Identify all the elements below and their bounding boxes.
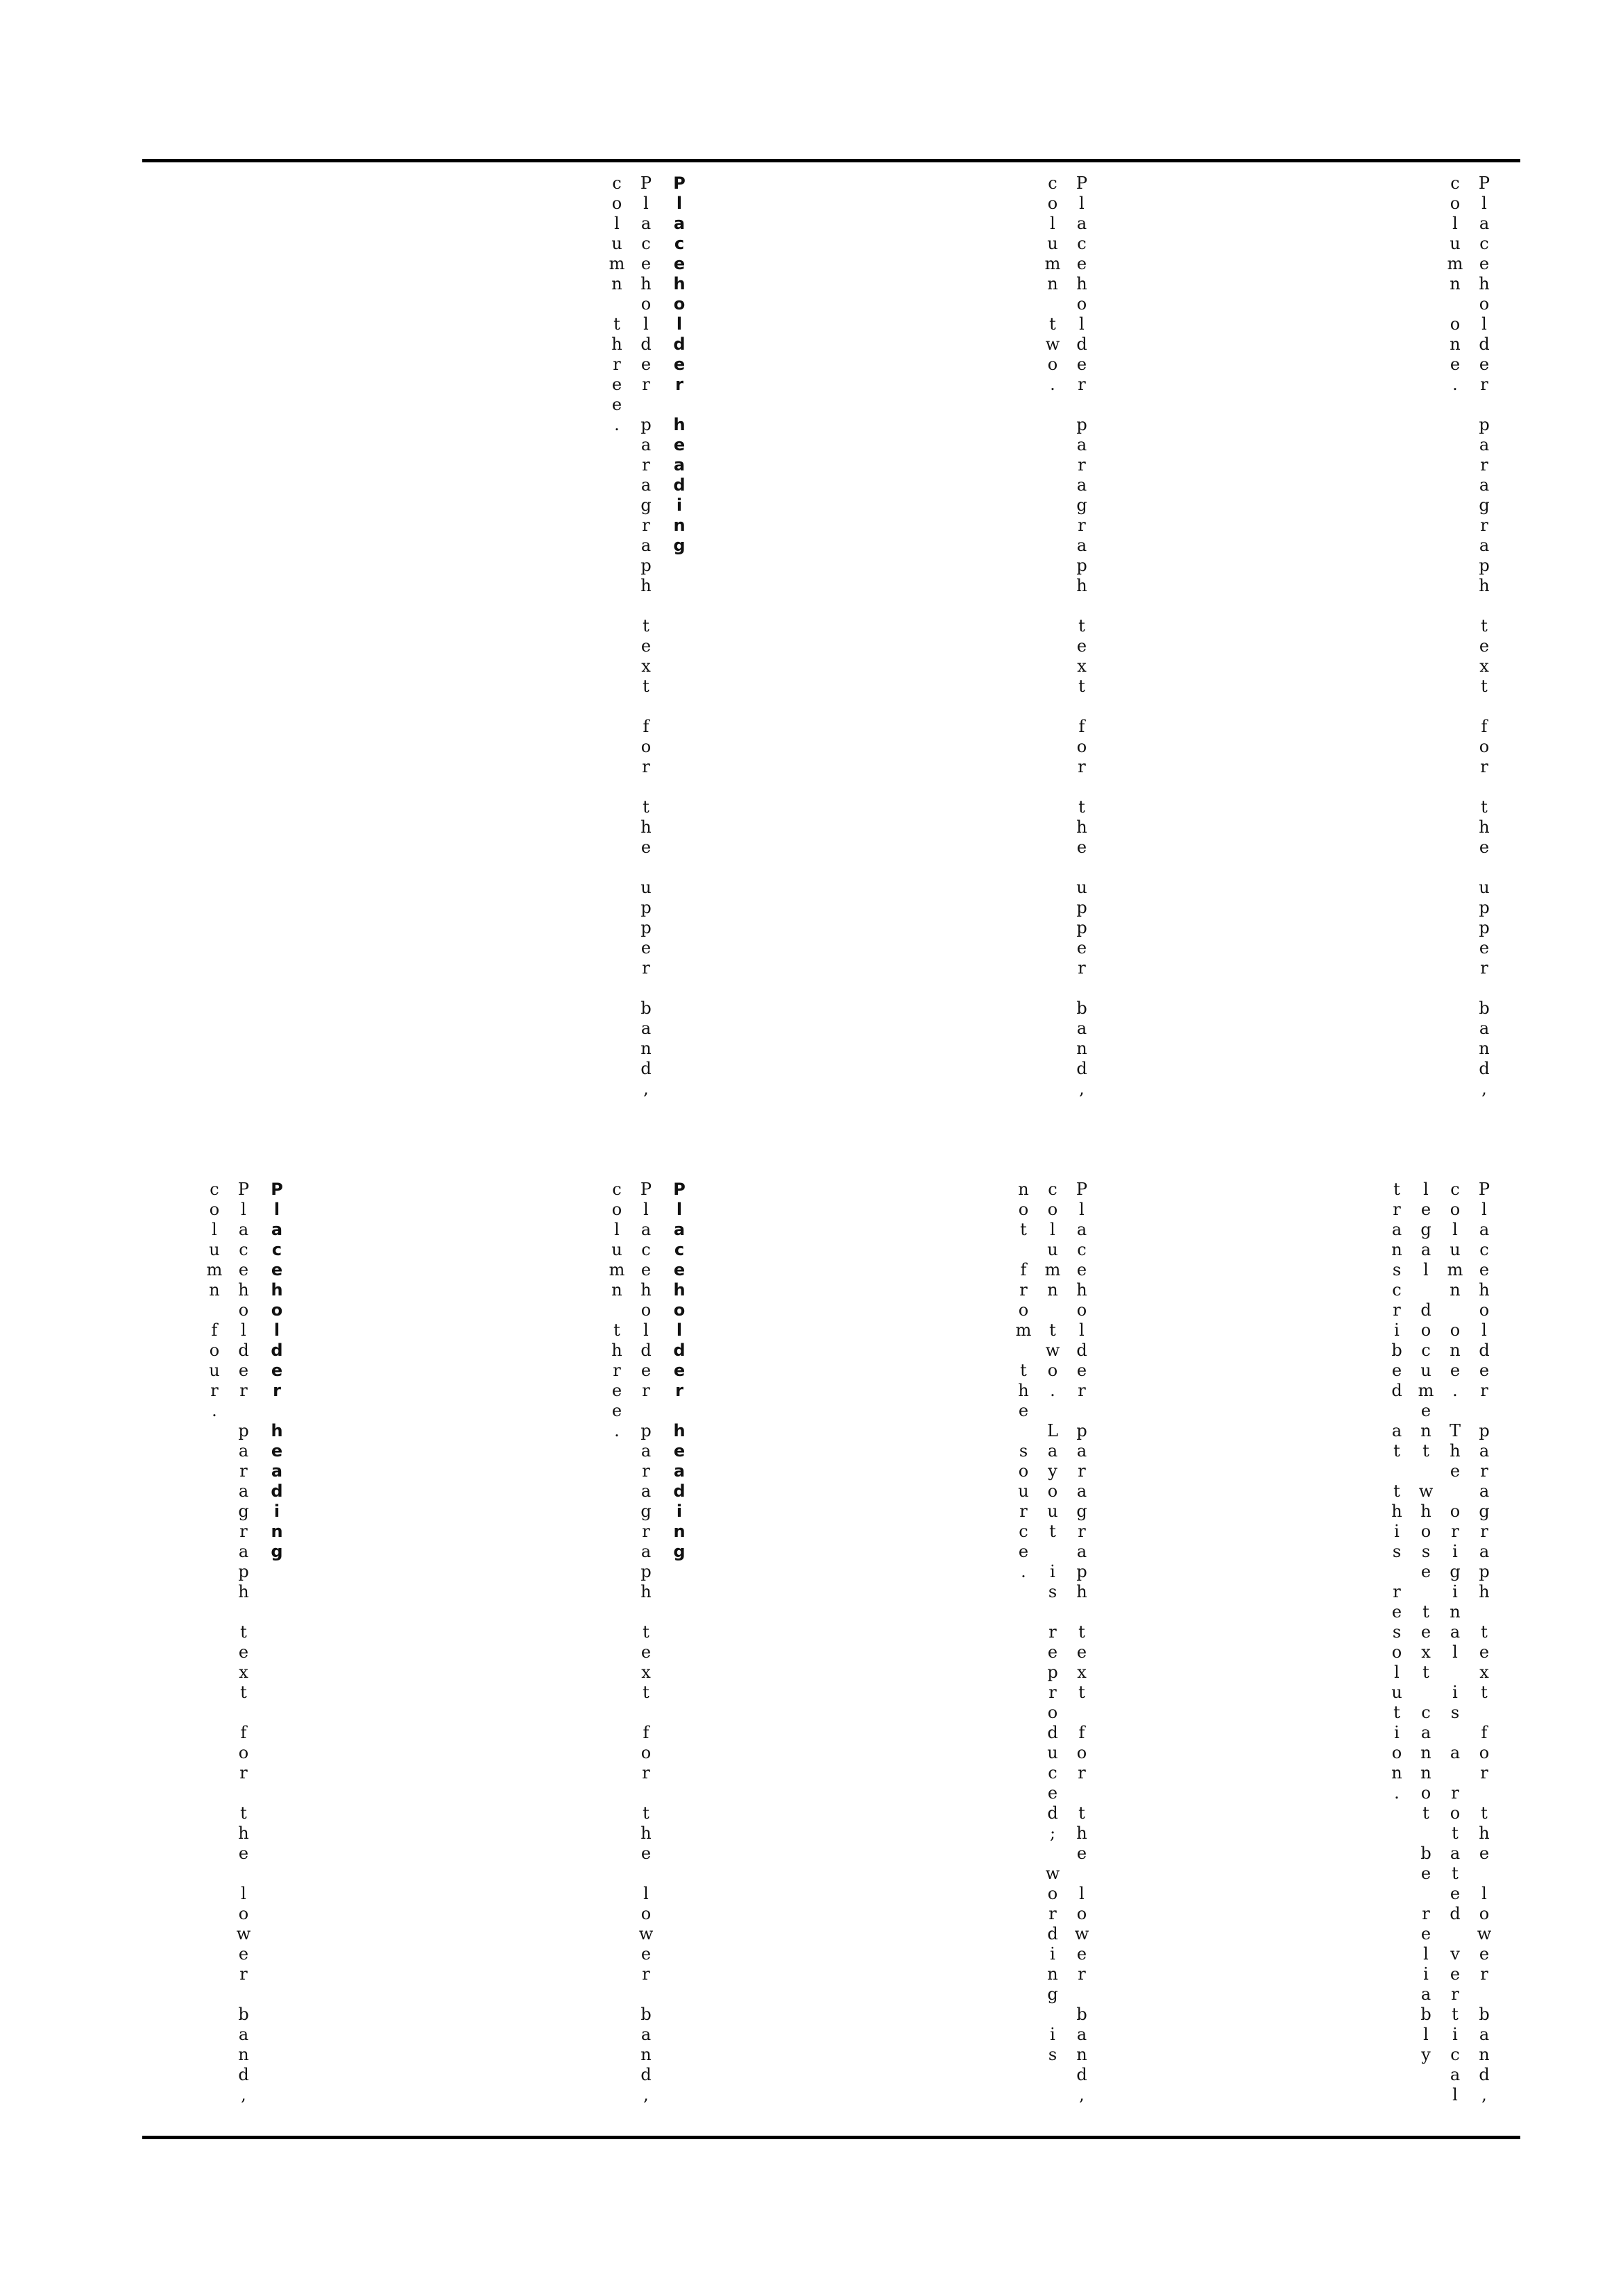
text-column <box>708 173 1096 1159</box>
text-column <box>1110 1180 1499 2123</box>
paragraph: Placeholder paragraph text for the lower band, column two. Layout is reproduced; wording is not from the source. <box>1014 1180 1091 2105</box>
paragraph: Placeholder paragraph text for the upper band, column one. <box>1445 173 1494 1099</box>
paragraph: Placeholder paragraph text for the upper band, column three. <box>607 173 656 1099</box>
text-column <box>708 1180 1096 2123</box>
text-column <box>1110 173 1499 1159</box>
bottom-rule <box>142 2136 1520 2139</box>
paragraph: Placeholder paragraph text for the lower band, column one. The original is a rotated vertical legal document whose text cannot be reliably transcribed at this resolution. <box>1387 1180 1494 2105</box>
section-heading: Placeholder heading <box>670 1180 689 1562</box>
paragraph: Placeholder paragraph text for the lower band, column four. <box>205 1180 253 2105</box>
text-column <box>305 1180 694 2123</box>
paragraph: Placeholder paragraph text for the lower band, column three. <box>607 1180 656 2105</box>
paragraph: Placeholder paragraph text for the upper band, column two. <box>1043 173 1091 1099</box>
section-heading: Placeholder heading <box>267 1180 287 1562</box>
text-column <box>0 1180 291 2123</box>
section-heading: Placeholder heading <box>670 173 689 556</box>
text-column <box>305 173 694 1159</box>
top-rule <box>142 159 1520 162</box>
